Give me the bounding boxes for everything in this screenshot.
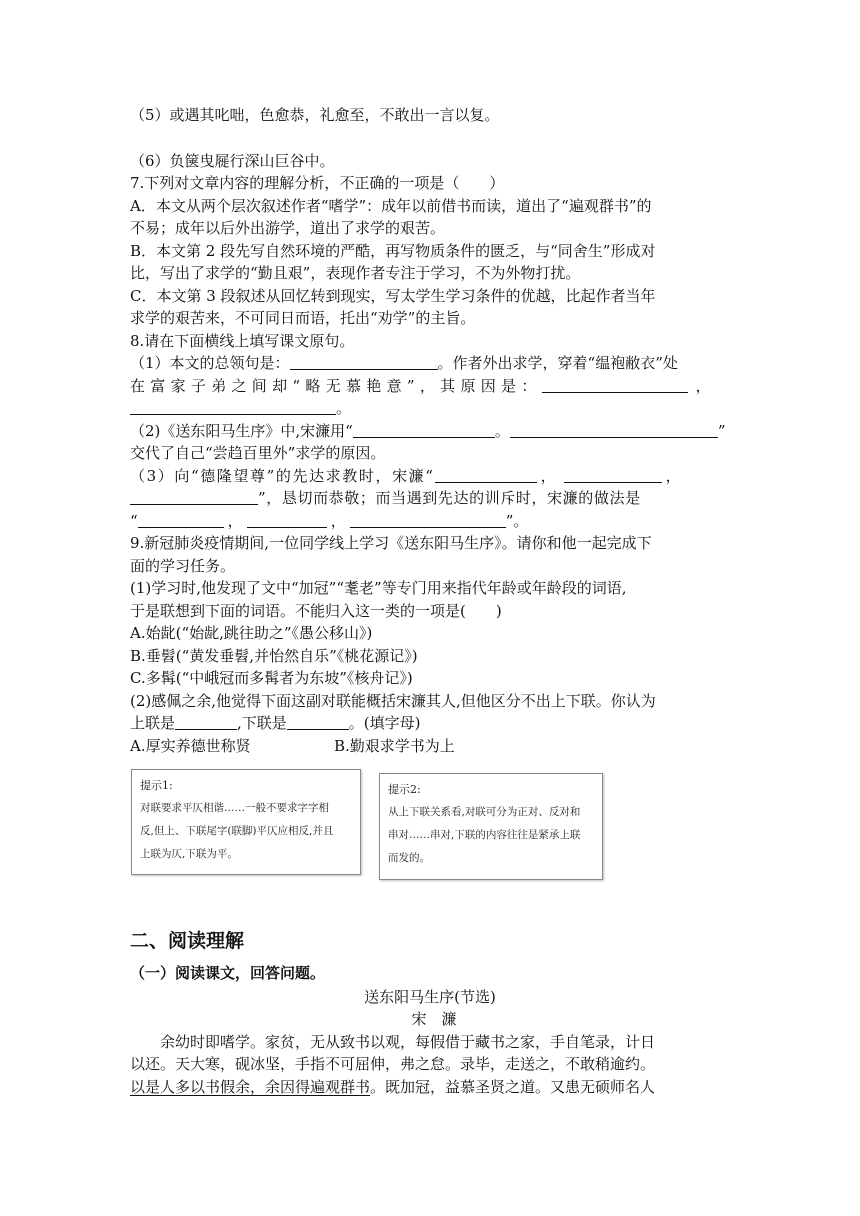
q8-part3-line2 bbox=[130, 487, 641, 509]
q9-stem-line1: 9.新冠肺炎疫情期间,一位同学线上学习《送东阳马生序》。请你和他一起完成下 bbox=[130, 534, 652, 552]
q8-part3-comma2: ， bbox=[665, 467, 681, 485]
passage-line bbox=[130, 1076, 655, 1098]
q8-part3-comma3: ， bbox=[227, 512, 243, 530]
couplet-option-a: A.厚实养德世称贤 bbox=[130, 737, 251, 755]
tip-box-2 bbox=[379, 773, 603, 880]
q7-option-a-line1: A．本文从两个层次叙述作者“嗜学”：成年以前借书而读，道出了“遍观群书”的 bbox=[130, 197, 652, 215]
q8-part1-text2: 在富家子弟之间却“略无慕艳意”，其原因是： bbox=[130, 377, 542, 395]
passage-line: 以还。天大寒，砚冰坚，手指不可屈伸，弗之怠。录毕，走送之，不敢稍逾约。 bbox=[130, 1055, 656, 1073]
q8-part3-text: ”，恳切而恭敬；而当遇到先达的训斥时，宋濂的做法是 bbox=[258, 489, 641, 507]
q9-sub1-line2: 于是联想到下面的词语。不能归入这一类的一项是( ) bbox=[130, 602, 502, 620]
q9-sub2-line1: (2)感佩之余,他觉得下面这副对联能概括宋濂其人,但他区分不出上下联。你认为 bbox=[130, 692, 656, 710]
blank-field[interactable] bbox=[130, 490, 258, 505]
q7-option-b-line1: B．本文第 2 段先写自然环境的严酷，再写物质条件的匮乏，与“同舍生”形成对 bbox=[130, 242, 656, 260]
tip-1-line: 反,但上、下联尾字(联脚)平仄应相反,并且 bbox=[140, 825, 334, 837]
underlined-sentence: 以是人多以书假余，余因得遍观群书 bbox=[130, 1078, 371, 1096]
passage-line: 余幼时即嗜学。家贫，无从致书以观，每假借于藏书之家，手自笔录，计日 bbox=[160, 1033, 656, 1051]
q8-part3-openquote: “ bbox=[130, 512, 138, 530]
tip-1-line: 上联为仄,下联为平。 bbox=[140, 848, 238, 860]
q7-option-b-line2: 比，写出了求学的“勤且艰”，表现作者专注于学习，不为外物打扰。 bbox=[130, 264, 581, 282]
q8-part1-period: 。 bbox=[336, 399, 352, 417]
passage-title: 送东阳马生序(节选) bbox=[364, 988, 496, 1006]
q8-part3-line3 bbox=[130, 510, 528, 532]
q8-part3-comma4: ， bbox=[330, 512, 346, 530]
q8-part1-line1 bbox=[130, 352, 678, 374]
blank-field[interactable] bbox=[247, 513, 327, 528]
q8-part2-period: 。 bbox=[494, 422, 510, 440]
passage-text: 。既加冠，益慕圣贤之道。又患无硕师名人 bbox=[370, 1078, 656, 1096]
q8-part2-line1 bbox=[130, 420, 726, 442]
section-heading: 二、阅读理解 bbox=[130, 930, 245, 952]
blank-field[interactable] bbox=[564, 468, 662, 483]
q9-option-a: A.始龀(“始龀,跳往助之”《愚公移山》) bbox=[130, 624, 373, 642]
q8-stem: 8.请在下面横线上填写课文原句。 bbox=[130, 332, 355, 350]
blank-field[interactable] bbox=[138, 513, 224, 528]
q6-item-5: （5）或遇其叱咄，色愈恭，礼愈至，不敢出一言以复。 bbox=[130, 106, 500, 124]
q8-part2-line2: 交代了自己“尝趋百里外”求学的原因。 bbox=[130, 444, 386, 462]
q7-option-c-line2: 求学的艰苦来，不可同日而语，托出“劝学”的主旨。 bbox=[130, 309, 476, 327]
q9-option-c: C.多髯(“中峨冠而多髯者为东坡”《核舟记》) bbox=[130, 669, 413, 687]
q8-part3-comma: ， bbox=[540, 467, 556, 485]
q8-part1-text: 。作者外出求学，穿着“缊袍敝衣”处 bbox=[437, 354, 678, 372]
blank-field[interactable] bbox=[290, 355, 438, 370]
q9-sub2-text1: 上联是 bbox=[130, 714, 176, 732]
subsection-heading: （一）阅读课文，回答问题。 bbox=[130, 964, 326, 982]
blank-field[interactable] bbox=[435, 468, 537, 483]
q8-part1-label: （1）本文的总领句是： bbox=[130, 354, 290, 372]
q9-sub2-text3: 。(填字母) bbox=[348, 714, 421, 732]
blank-field[interactable] bbox=[287, 715, 349, 730]
blank-field[interactable] bbox=[130, 400, 336, 415]
q8-part2-label: （2)《送东阳马生序》中,宋濂用“ bbox=[130, 422, 353, 440]
blank-field[interactable] bbox=[542, 378, 688, 393]
blank-field[interactable] bbox=[510, 423, 718, 438]
q7-stem: 7.下列对文章内容的理解分析，不正确的一项是（ ） bbox=[130, 174, 505, 192]
q8-part1-line2 bbox=[130, 375, 711, 397]
tip-2-line: 从上下联关系看,对联可分为正对、反对和 bbox=[388, 806, 581, 818]
q6-item-6: （6）负箧曳屣行深山巨谷中。 bbox=[130, 152, 335, 170]
q9-sub2-line2 bbox=[130, 712, 421, 734]
blank-field[interactable] bbox=[350, 513, 506, 528]
passage-author: 宋 濂 bbox=[411, 1010, 457, 1028]
q7-option-c-line1: C．本文第 3 段叙述从回忆转到现实，写太学生学习条件的优越，比起作者当年 bbox=[130, 287, 656, 305]
couplet-option-b: B.勤艰求学书为上 bbox=[334, 737, 455, 755]
tip-2-line: 串对……串对,下联的内容往往是紧承上联 bbox=[388, 829, 581, 841]
q9-stem-line2: 面的学习任务。 bbox=[130, 557, 236, 575]
blank-field[interactable] bbox=[175, 715, 237, 730]
tip-2-title: 提示2: bbox=[388, 783, 421, 796]
q8-part2-quote: ” bbox=[717, 422, 726, 440]
q9-sub1-line1: (1)学习时,他发现了文中“加冠”“耄老”等专门用来指代年龄或年龄段的词语, bbox=[130, 579, 627, 597]
q9-sub2-text2: ,下联是 bbox=[237, 714, 287, 732]
tip-1-line: 对联要求平仄相谐……一般不要求字字相 bbox=[140, 802, 329, 814]
q8-part1-comma: ， bbox=[695, 377, 711, 395]
q9-couplet-options bbox=[130, 735, 455, 757]
q7-option-a-line2: 不易；成年以后外出游学，道出了求学的艰苦。 bbox=[130, 219, 446, 237]
q9-option-b: B.垂髫(“黄发垂髫,并怡然自乐”《桃花源记》) bbox=[130, 647, 418, 665]
blank-field[interactable] bbox=[353, 423, 495, 438]
q8-part1-line3 bbox=[130, 397, 351, 419]
q8-part3-label: （3）向“德隆望尊”的先达求教时，宋濂“ bbox=[130, 467, 435, 485]
q8-part3-closequote: ”。 bbox=[505, 512, 529, 530]
tip-2-line: 而发的。 bbox=[388, 852, 430, 864]
tip-box-1 bbox=[131, 769, 361, 875]
tip-1-title: 提示1: bbox=[140, 779, 173, 792]
q8-part3-line1 bbox=[130, 465, 681, 487]
